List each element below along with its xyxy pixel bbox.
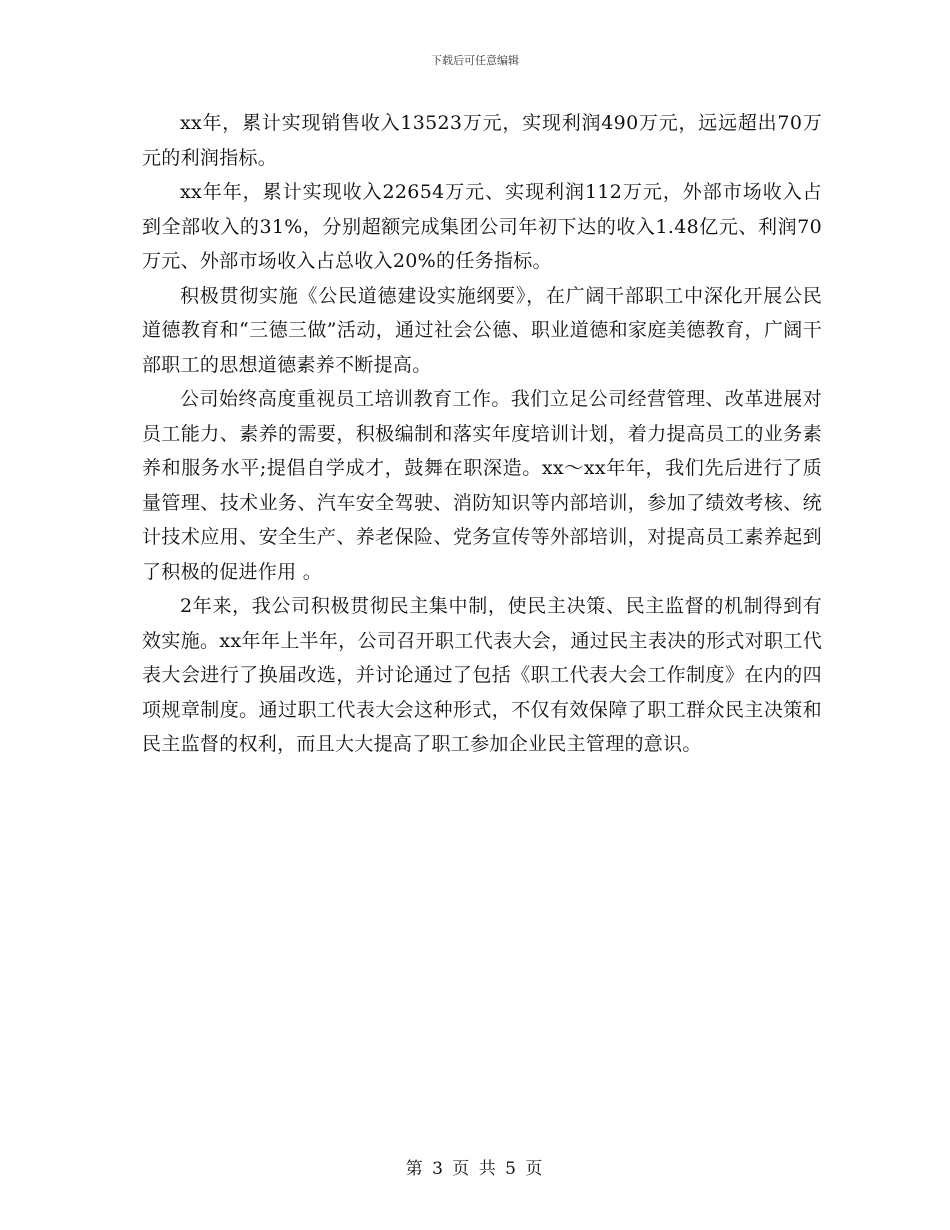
document-body — [142, 106, 822, 762]
page-header-note: 下载后可任意编辑 — [431, 54, 519, 67]
page-number-footer: 第 3 页 共 5 页 — [405, 1159, 545, 1179]
paragraph-sales-income: xx年，累计实现销售收入13523万元，实现利润490万元，远远超出70万元的利润指标。 — [142, 112, 822, 169]
paragraph-moral-education: 积极贯彻实施《公民道德建设实施纲要》，在广阔干部职工中深化开展公民道德教育和“三德三做”活动，通过社会公德、职业道德和家庭美德教育，广阔干部职工的思想道德素养不断提高。 — [142, 284, 822, 376]
paragraph-staff-training: 公司始终高度重视员工培训教育工作。我们立足公司经营管理、改革进展对员工能力、素养的需要，积极编制和落实年度培训计划，着力提高员工的业务素养和服务水平;提倡自学成才，鼓舞在职深造。xx～xx年年，我们先后进行了质量管理、技术业务、汽车安全驾驶、消防知识等内部培训，参加了绩效考核、统计技术应用、安全生产、养老保险、党务宣传等外部培训，对提高员工素养起到了积极的促进作用 。 — [142, 388, 822, 583]
paragraph-democratic-management: 2年来，我公司积极贯彻民主集中制，使民主决策、民主监督的机制得到有效实施。xx年年上半年，公司召开职工代表大会，通过民主表决的形式对职工代表大会进行了换届改选，并讨论通过了包括《职工代表大会工作制度》在内的四项规章制度。通过职工代表大会这种形式，不仅有效保障了职工群众民主决策和民主监督的权利，而且大大提高了职工参加企业民主管理的意识。 — [142, 595, 822, 755]
paragraph-revenue-targets: xx年年，累计实现收入22654万元、实现利润112万元，外部市场收入占到全部收入的31%，分别超额完成集团公司年初下达的收入1.48亿元、利润70万元、外部市场收入占总收入20%的任务指标。 — [142, 181, 822, 272]
